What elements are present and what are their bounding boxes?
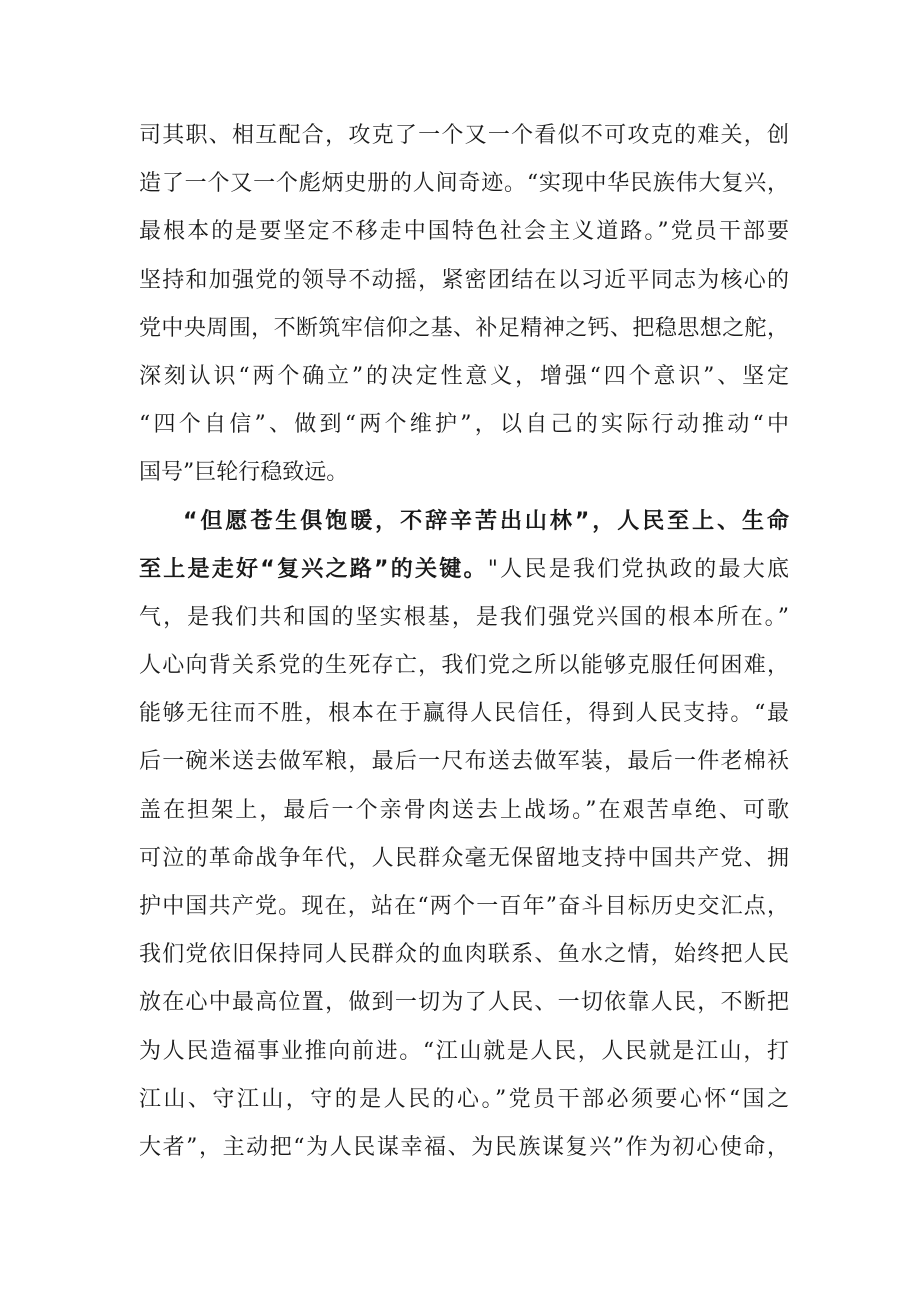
paragraph-2-line: 江山、守江山，守的是人民的心。”党员干部必须要心怀“国之 (139, 1086, 789, 1112)
document-body (139, 112, 789, 1172)
paragraph-2-line: 气，是我们共和国的坚实根基，是我们强党兴国的根本所在。” (139, 604, 789, 630)
paragraph-2-line: 为人民造福事业推向前进。“江山就是人民，人民就是江山，打 (139, 1038, 789, 1064)
paragraph-1-line: 造了一个又一个彪炳史册的人间奇迹。“实现中华民族伟大复兴， (139, 171, 789, 197)
paragraph-2-line: 护中国共产党。现在，站在“两个一百年”奋斗目标历史交汇点， (139, 894, 789, 919)
paragraph-2-line: 盖在担架上，最后一个亲骨肉送去上战场。”在艰苦卓绝、可歌 (139, 797, 789, 823)
paragraph-1-line: “四个自信”、做到“两个维护”，以自己的实际行动推动“中 (139, 412, 789, 438)
paragraph-1-line: 最根本的是要坚定不移走中国特色社会主义道路。”党员干部要 (139, 219, 789, 245)
paragraph-1-line: 党中央周围，不断筑牢信仰之基、补足精神之钙、把稳思想之舵， (139, 315, 789, 341)
paragraph-2-line: 人心向背关系党的生死存亡，我们党之所以能够克服任何困难， (139, 653, 789, 679)
paragraph-1-line: 国号”巨轮行稳致远。 (139, 460, 349, 486)
paragraph-1-line: 司其职、相互配合，攻克了一个又一个看似不可攻克的难关，创 (139, 123, 789, 148)
paragraph-2-line: 可泣的革命战争年代，人民群众毫无保留地支持中国共产党、拥 (139, 845, 789, 871)
paragraph-2-heading-line: “但愿苍生俱饱暖，不辞辛苦出山林”，人民至上、生命 (183, 508, 789, 534)
paragraph-2-line: 后一碗米送去做军粮，最后一尺布送去做军装，最后一件老棉袄 (139, 749, 789, 775)
paragraph-1-line: 深刻认识“两个确立”的决定性意义，增强“四个意识”、坚定 (139, 363, 789, 389)
paragraph-2-line: 放在心中最高位置，做到一切为了人民、一切依靠人民，不断把 (139, 990, 789, 1016)
paragraph-2-quote-start: "人民是我们党执政的最大底 (487, 556, 790, 582)
paragraph-2-line (139, 546, 789, 594)
paragraph-1-line: 坚持和加强党的领导不动摇，紧密团结在以习近平同志为核心的 (139, 267, 789, 293)
paragraph-2-heading-end: 至上是走好“复兴之路”的关键。 (139, 556, 488, 582)
paragraph-2-line: 能够无往而不胜，根本在于赢得人民信任，得到人民支持。“最 (139, 701, 789, 727)
paragraph-2-line: 大者”，主动把“为人民谋幸福、为民族谋复兴”作为初心使命， (139, 1134, 789, 1160)
paragraph-2-line: 我们党依旧保持同人民群众的血肉联系、鱼水之情，始终把人民 (139, 942, 789, 968)
